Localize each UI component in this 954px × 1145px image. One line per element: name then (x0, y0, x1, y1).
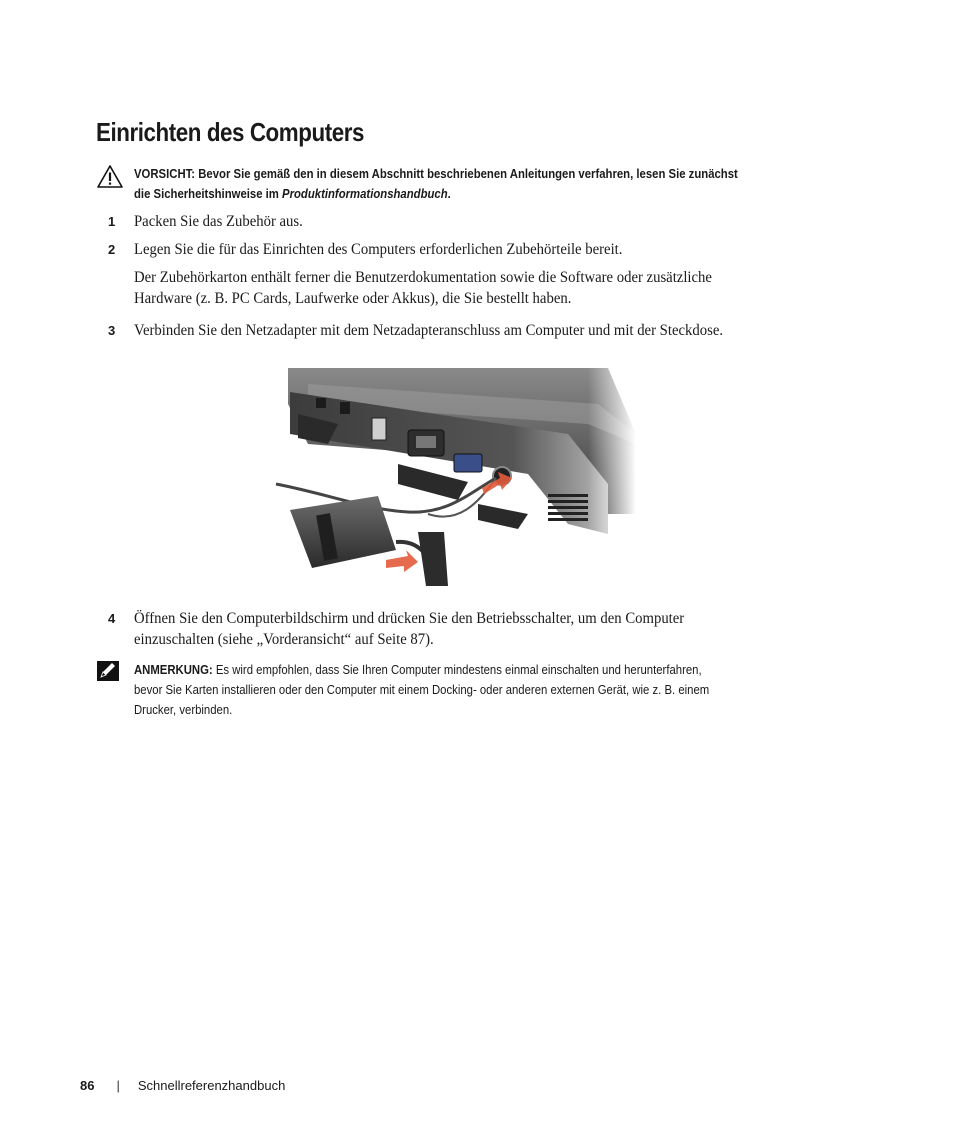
warning-triangle-icon (96, 164, 124, 195)
step-number: 1 (108, 214, 116, 229)
page-title: Einrichten des Computers (96, 117, 364, 147)
step-number: 4 (108, 611, 116, 626)
caution-label: VORSICHT: (134, 167, 196, 181)
caution-text: VORSICHT: Bevor Sie gemäß den in diesem Abschnitt beschriebenen Anleitungen verfahren, lesen Sie zunächst die Sicherheitshinweise im Produktinformationshandbuch. (134, 167, 738, 201)
step-text: Öffnen Sie den Computerbildschirm und drücken Sie den Betriebsschalter, um den Computer einzuschalten (siehe „Vorderansicht“ auf Seite 87). (134, 610, 685, 648)
note-label: ANMERKUNG: (134, 663, 213, 677)
page-footer (80, 1077, 285, 1095)
pencil-note-icon (96, 660, 120, 687)
laptop-ac-adapter-illustration (268, 364, 636, 592)
document-reference: Produktinformationshandbuch (282, 187, 448, 201)
footer-separator: | (116, 1078, 120, 1093)
book-title: Schnellreferenzhandbuch (137, 1078, 286, 1093)
step-number: 2 (108, 242, 116, 257)
step-2-paragraph: Der Zubehörkarton enthält ferner die Benutzerdokumentation sowie die Software oder zusätzliche Hardware (z. B. PC Cards, Laufwerke oder Akkus), die Sie bestellt haben. (134, 269, 712, 307)
page-number: 86 (80, 1078, 95, 1093)
step-text: Legen Sie die für das Einrichten des Computers erforderlichen Zubehörteile bereit. (134, 241, 623, 258)
step-text: Packen Sie das Zubehör aus. (134, 213, 303, 230)
step-number: 3 (108, 323, 116, 338)
step-text: Verbinden Sie den Netzadapter mit dem Netzadapteranschluss am Computer und mit der Steckdose. (134, 322, 724, 339)
note-text: ANMERKUNG: Es wird empfohlen, dass Sie Ihren Computer mindestens einmal einschalten und herunterfahren, bevor Sie Karten installieren oder den Computer mit einem Docking- oder anderen externen Gerät, wie z. B. einem Drucker, verbinden. (134, 663, 710, 717)
